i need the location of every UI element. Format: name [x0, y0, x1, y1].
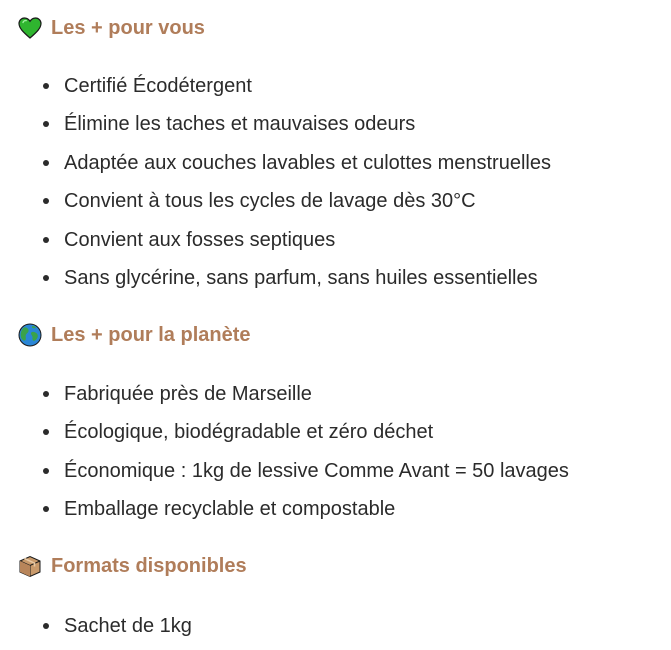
section-heading — [0, 13, 671, 43]
bullet — [43, 429, 49, 435]
list-item: Certifié Écodétergent — [0, 67, 671, 105]
section-title: Formats disponibles — [51, 555, 247, 577]
list-item: Écologique, biodégradable et zéro déchet — [0, 413, 671, 451]
list-item: Fabriquée près de Marseille — [0, 375, 671, 413]
bullet — [43, 83, 49, 89]
bullet — [43, 391, 49, 397]
earth-globe-icon — [18, 323, 42, 347]
list-item: Sans glycérine, sans parfum, sans huiles essentielles — [0, 259, 671, 297]
list-item: Adaptée aux couches lavables et culottes menstruelles — [0, 144, 671, 182]
benefits-for-you-list — [0, 67, 671, 297]
benefits-for-planet-list — [0, 375, 671, 529]
section-title: Les + pour la planète — [51, 324, 251, 346]
list-item: Élimine les taches et mauvaises odeurs — [0, 105, 671, 143]
section-benefits-for-you — [0, 13, 671, 43]
bullet — [43, 121, 49, 127]
bullet — [43, 198, 49, 204]
list-item: Convient aux fosses septiques — [0, 221, 671, 259]
available-formats-list — [0, 607, 671, 645]
section-title: Les + pour vous — [51, 17, 205, 39]
green-heart-icon — [18, 16, 42, 40]
bullet — [43, 275, 49, 281]
section-available-formats — [0, 551, 671, 581]
section-heading — [0, 320, 671, 350]
bullet — [43, 623, 49, 629]
section-heading — [0, 551, 671, 581]
bullet — [43, 237, 49, 243]
bullet — [43, 506, 49, 512]
list-item: Sachet de 1kg — [0, 607, 671, 645]
list-item: Convient à tous les cycles de lavage dès 30°C — [0, 182, 671, 220]
bullet — [43, 468, 49, 474]
list-item: Emballage recyclable et compostable — [0, 490, 671, 528]
bullet — [43, 160, 49, 166]
package-box-icon — [18, 554, 42, 578]
list-item: Économique : 1kg de lessive Comme Avant = 50 lavages — [0, 452, 671, 490]
section-benefits-for-planet — [0, 320, 671, 350]
